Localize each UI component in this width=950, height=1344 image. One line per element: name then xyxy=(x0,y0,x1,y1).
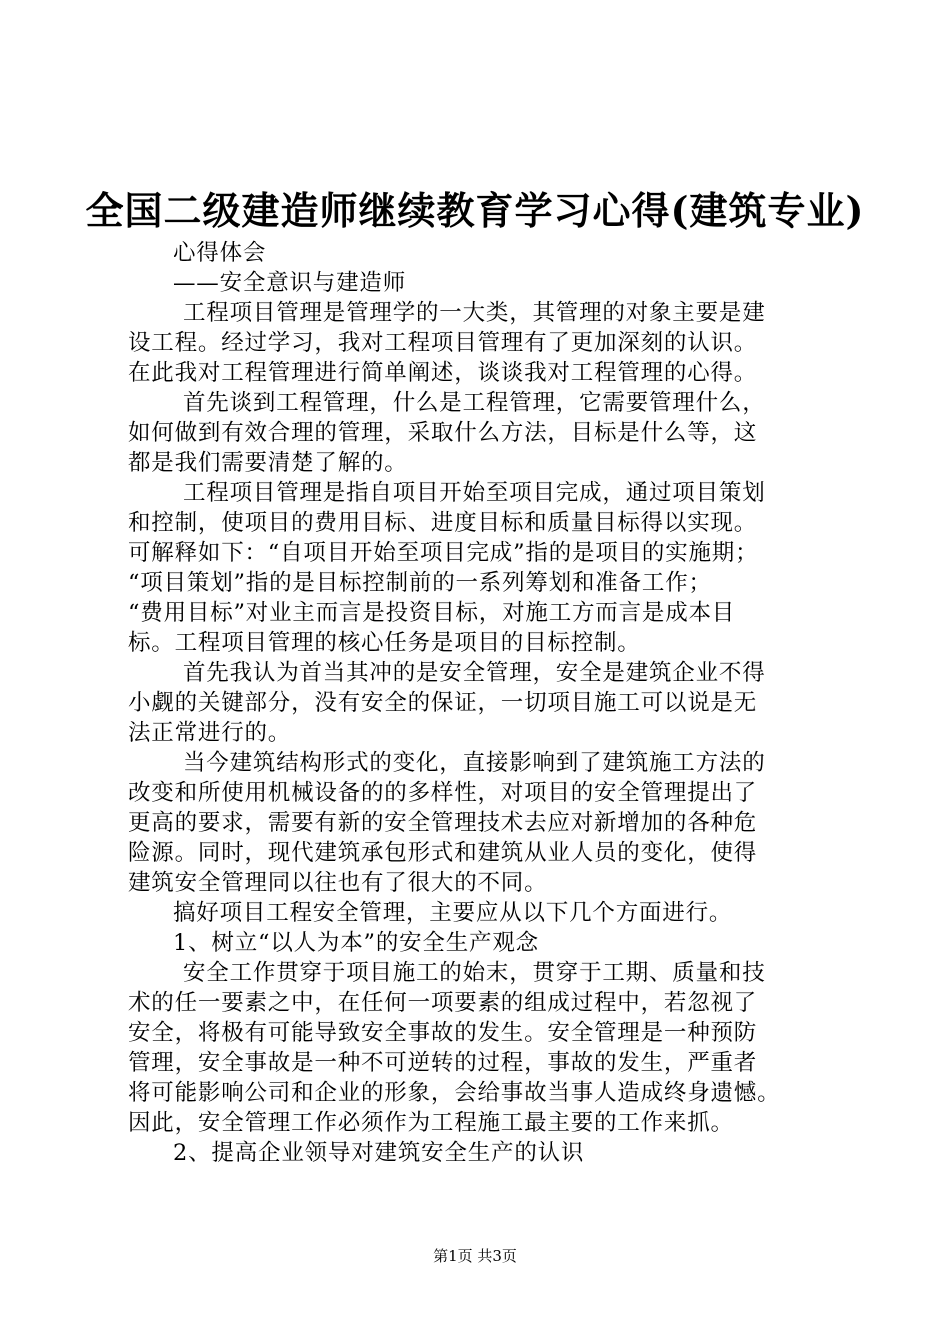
body-text-line: 标。工程项目管理的核心任务是项目的目标控制。 xyxy=(128,630,641,656)
body-text-line: 法正常进行的。 xyxy=(128,720,292,746)
body-text-line: ——安全意识与建造师 xyxy=(173,270,407,296)
body-text-line: 1、树立“以人为本”的安全生产观念 xyxy=(173,930,539,956)
body-text-line: 都是我们需要清楚了解的。 xyxy=(128,450,408,476)
body-text-line: 设工程。经过学习，我对工程项目管理有了更加深刻的认识。 xyxy=(128,330,758,356)
body-text-line: 改变和所使用机械设备的的多样性，对项目的安全管理提出了 xyxy=(128,780,758,806)
body-text-line: 当今建筑结构形式的变化，直接影响到了建筑施工方法的 xyxy=(183,750,766,776)
body-text-line: “费用目标”对业主而言是投资目标，对施工方而言是成本目 xyxy=(128,600,736,626)
body-text-line: 首先我认为首当其冲的是安全管理，安全是建筑企业不得 xyxy=(183,660,766,686)
body-text-line: 在此我对工程管理进行简单阐述，谈谈我对工程管理的心得。 xyxy=(128,360,758,386)
body-text-line: 首先谈到工程管理，什么是工程管理，它需要管理什么， xyxy=(183,390,766,416)
body-text-line: 工程项目管理是管理学的一大类，其管理的对象主要是建 xyxy=(183,300,766,326)
body-text-line: 建筑安全管理同以往也有了很大的不同。 xyxy=(128,870,548,896)
body-text-line: 和控制，使项目的费用目标、进度目标和质量目标得以实现。 xyxy=(128,510,758,536)
body-text-line: 可解释如下：“自项目开始至项目完成”指的是项目的实施期； xyxy=(128,540,759,566)
body-text-line: 如何做到有效合理的管理，采取什么方法，目标是什么等，这 xyxy=(128,420,758,446)
body-text-line: 小觑的关键部分，没有安全的保证，一切项目施工可以说是无 xyxy=(128,690,758,716)
body-text-line: 更高的要求，需要有新的安全管理技术去应对新增加的各种危 xyxy=(128,810,758,836)
page-footer: 第1页 共3页 xyxy=(433,1247,517,1265)
body-text-line: 安全工作贯穿于项目施工的始末，贯穿于工期、质量和技 xyxy=(183,960,766,986)
body-text-line: 险源。同时，现代建筑承包形式和建筑从业人员的变化，使得 xyxy=(128,840,758,866)
body-text-line: 工程项目管理是指自项目开始至项目完成，通过项目策划 xyxy=(183,480,766,506)
body-text-line: 术的任一要素之中，在任何一项要素的组成过程中，若忽视了 xyxy=(128,990,758,1016)
body-text-line: “项目策划”指的是目标控制前的一系列筹划和准备工作； xyxy=(128,570,712,596)
body-text-line: 管理，安全事故是一种不可逆转的过程，事故的发生，严重者 xyxy=(128,1050,758,1076)
document-title: 全国二级建造师继续教育学习心得(建筑专业) xyxy=(85,188,865,233)
body-text-line: 搞好项目工程安全管理，主要应从以下几个方面进行。 xyxy=(173,900,733,926)
body-text-line: 将可能影响公司和企业的形象，会给事故当事人造成终身遗憾。 xyxy=(128,1080,781,1106)
body-text-line: 因此，安全管理工作必须作为工程施工最主要的工作来抓。 xyxy=(128,1110,734,1136)
body-text-line: 安全，将极有可能导致安全事故的发生。安全管理是一种预防 xyxy=(128,1020,758,1046)
document-body xyxy=(128,238,836,1168)
body-text-line: 心得体会 xyxy=(173,240,267,266)
body-text-line: 2、提高企业领导对建筑安全生产的认识 xyxy=(173,1140,585,1166)
